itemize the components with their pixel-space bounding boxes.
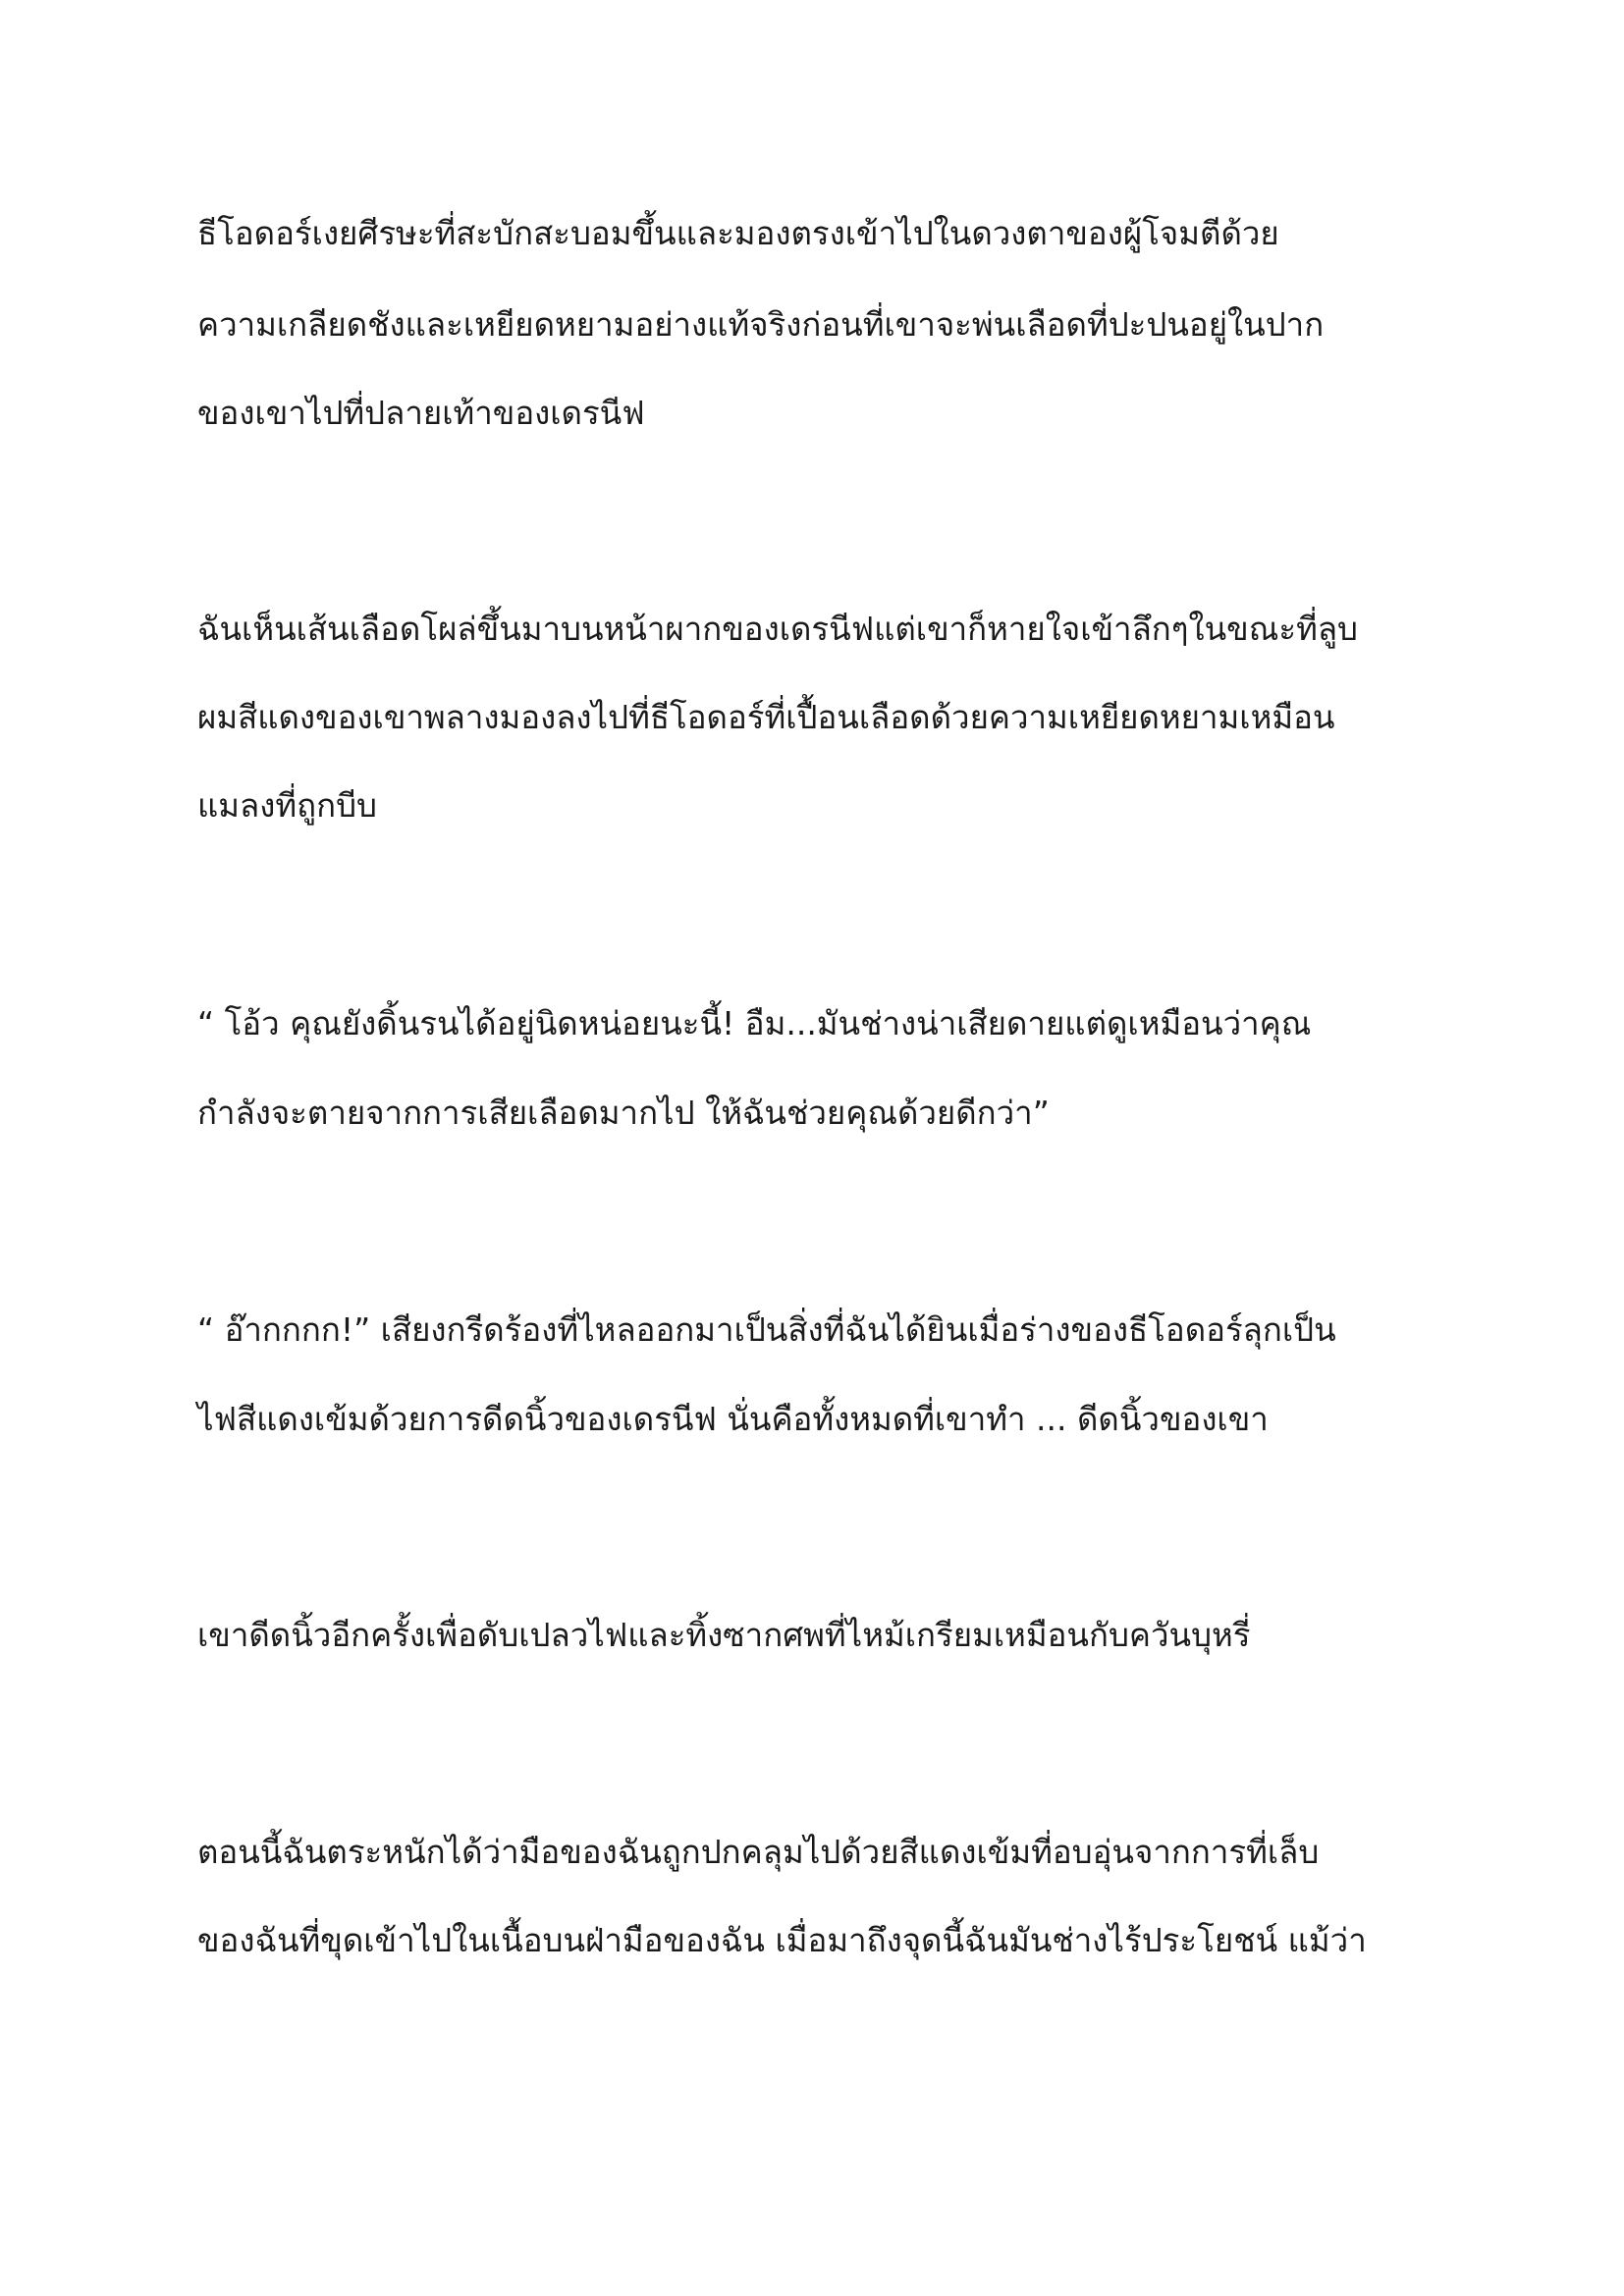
paragraph-4-line-2: ไฟสีแดงเข้มด้วยการดีดนิ้วของเดรนีฟ นั่นคือทั้งหมดที่เขาทำ ... ดีดนิ้วของเขา [197, 1400, 1269, 1438]
paragraph-6-line-1: ตอนนี้ฉันตระหนักได้ว่ามือของฉันถูกปกคลุมไปด้วยสีแดงเข้มที่อบอุ่นจากการที่เล็บ [197, 1833, 1320, 1871]
paragraph-2-line-3: แมลงที่ถูกบีบ [197, 786, 377, 825]
paragraph-2-line-2: ผมสีแดงของเขาพลางมองลงไปที่ธีโอดอร์ที่เปื้อนเลือดด้วยความเหยียดหยามเหมือน [197, 698, 1335, 736]
paragraph-2-line-1: ฉันเห็นเส้นเลือดโผล่ขึ้นมาบนหน้าผากของเดรนีฟแต่เขาก็หายใจเข้าลึกๆในขณะที่ลูบ [197, 610, 1358, 648]
paragraph-3-line-1: “ โอ้ว คุณยังดิ้นรนได้อยู่นิดหน่อยนะนี้! อืม...มันช่างน่าเสียดายแต่ดูเหมือนว่าคุณ [197, 1004, 1312, 1042]
paragraph-4-line-1: “ อ๊ากกกก!” เสียงกรีดร้องที่ไหลออกมาเป็นสิ่งที่ฉันได้ยินเมื่อร่างของธีโอดอร์ลุกเป็น [197, 1310, 1336, 1349]
paragraph-6-line-2: ของฉันที่ขุดเข้าไปในเนื้อบนฝ่ามือของฉัน เมื่อมาถึงจุดนี้ฉันมันช่างไร้ประโยชน์ แม้ว่า [197, 1921, 1367, 1959]
paragraph-1-line-2: ความเกลียดชังและเหยียดหยามอย่างแท้จริงก่อนที่เขาจะพ่นเลือดที่ปะปนอยู่ในปาก [197, 305, 1325, 344]
paragraph-5-line-1: เขาดีดนิ้วอีกครั้งเพื่อดับเปลวไฟและทิ้งซากศพที่ไหม้เกรียมเหมือนกับควันบุหรี่ [197, 1616, 1251, 1654]
paragraph-3-line-2: กำลังจะตายจากการเสียเลือดมากไป ให้ฉันช่วยคุณด้วยดีกว่า” [197, 1094, 1050, 1132]
paragraph-1-line-3: ของเขาไปที่ปลายเท้าของเดรนีฟ [197, 394, 645, 432]
paragraph-1-line-1: ธีโอดอร์เงยศีรษะที่สะบักสะบอมขึ้นและมองตรงเข้าไปในดวงตาของผู้โจมตีด้วย [197, 214, 1279, 252]
